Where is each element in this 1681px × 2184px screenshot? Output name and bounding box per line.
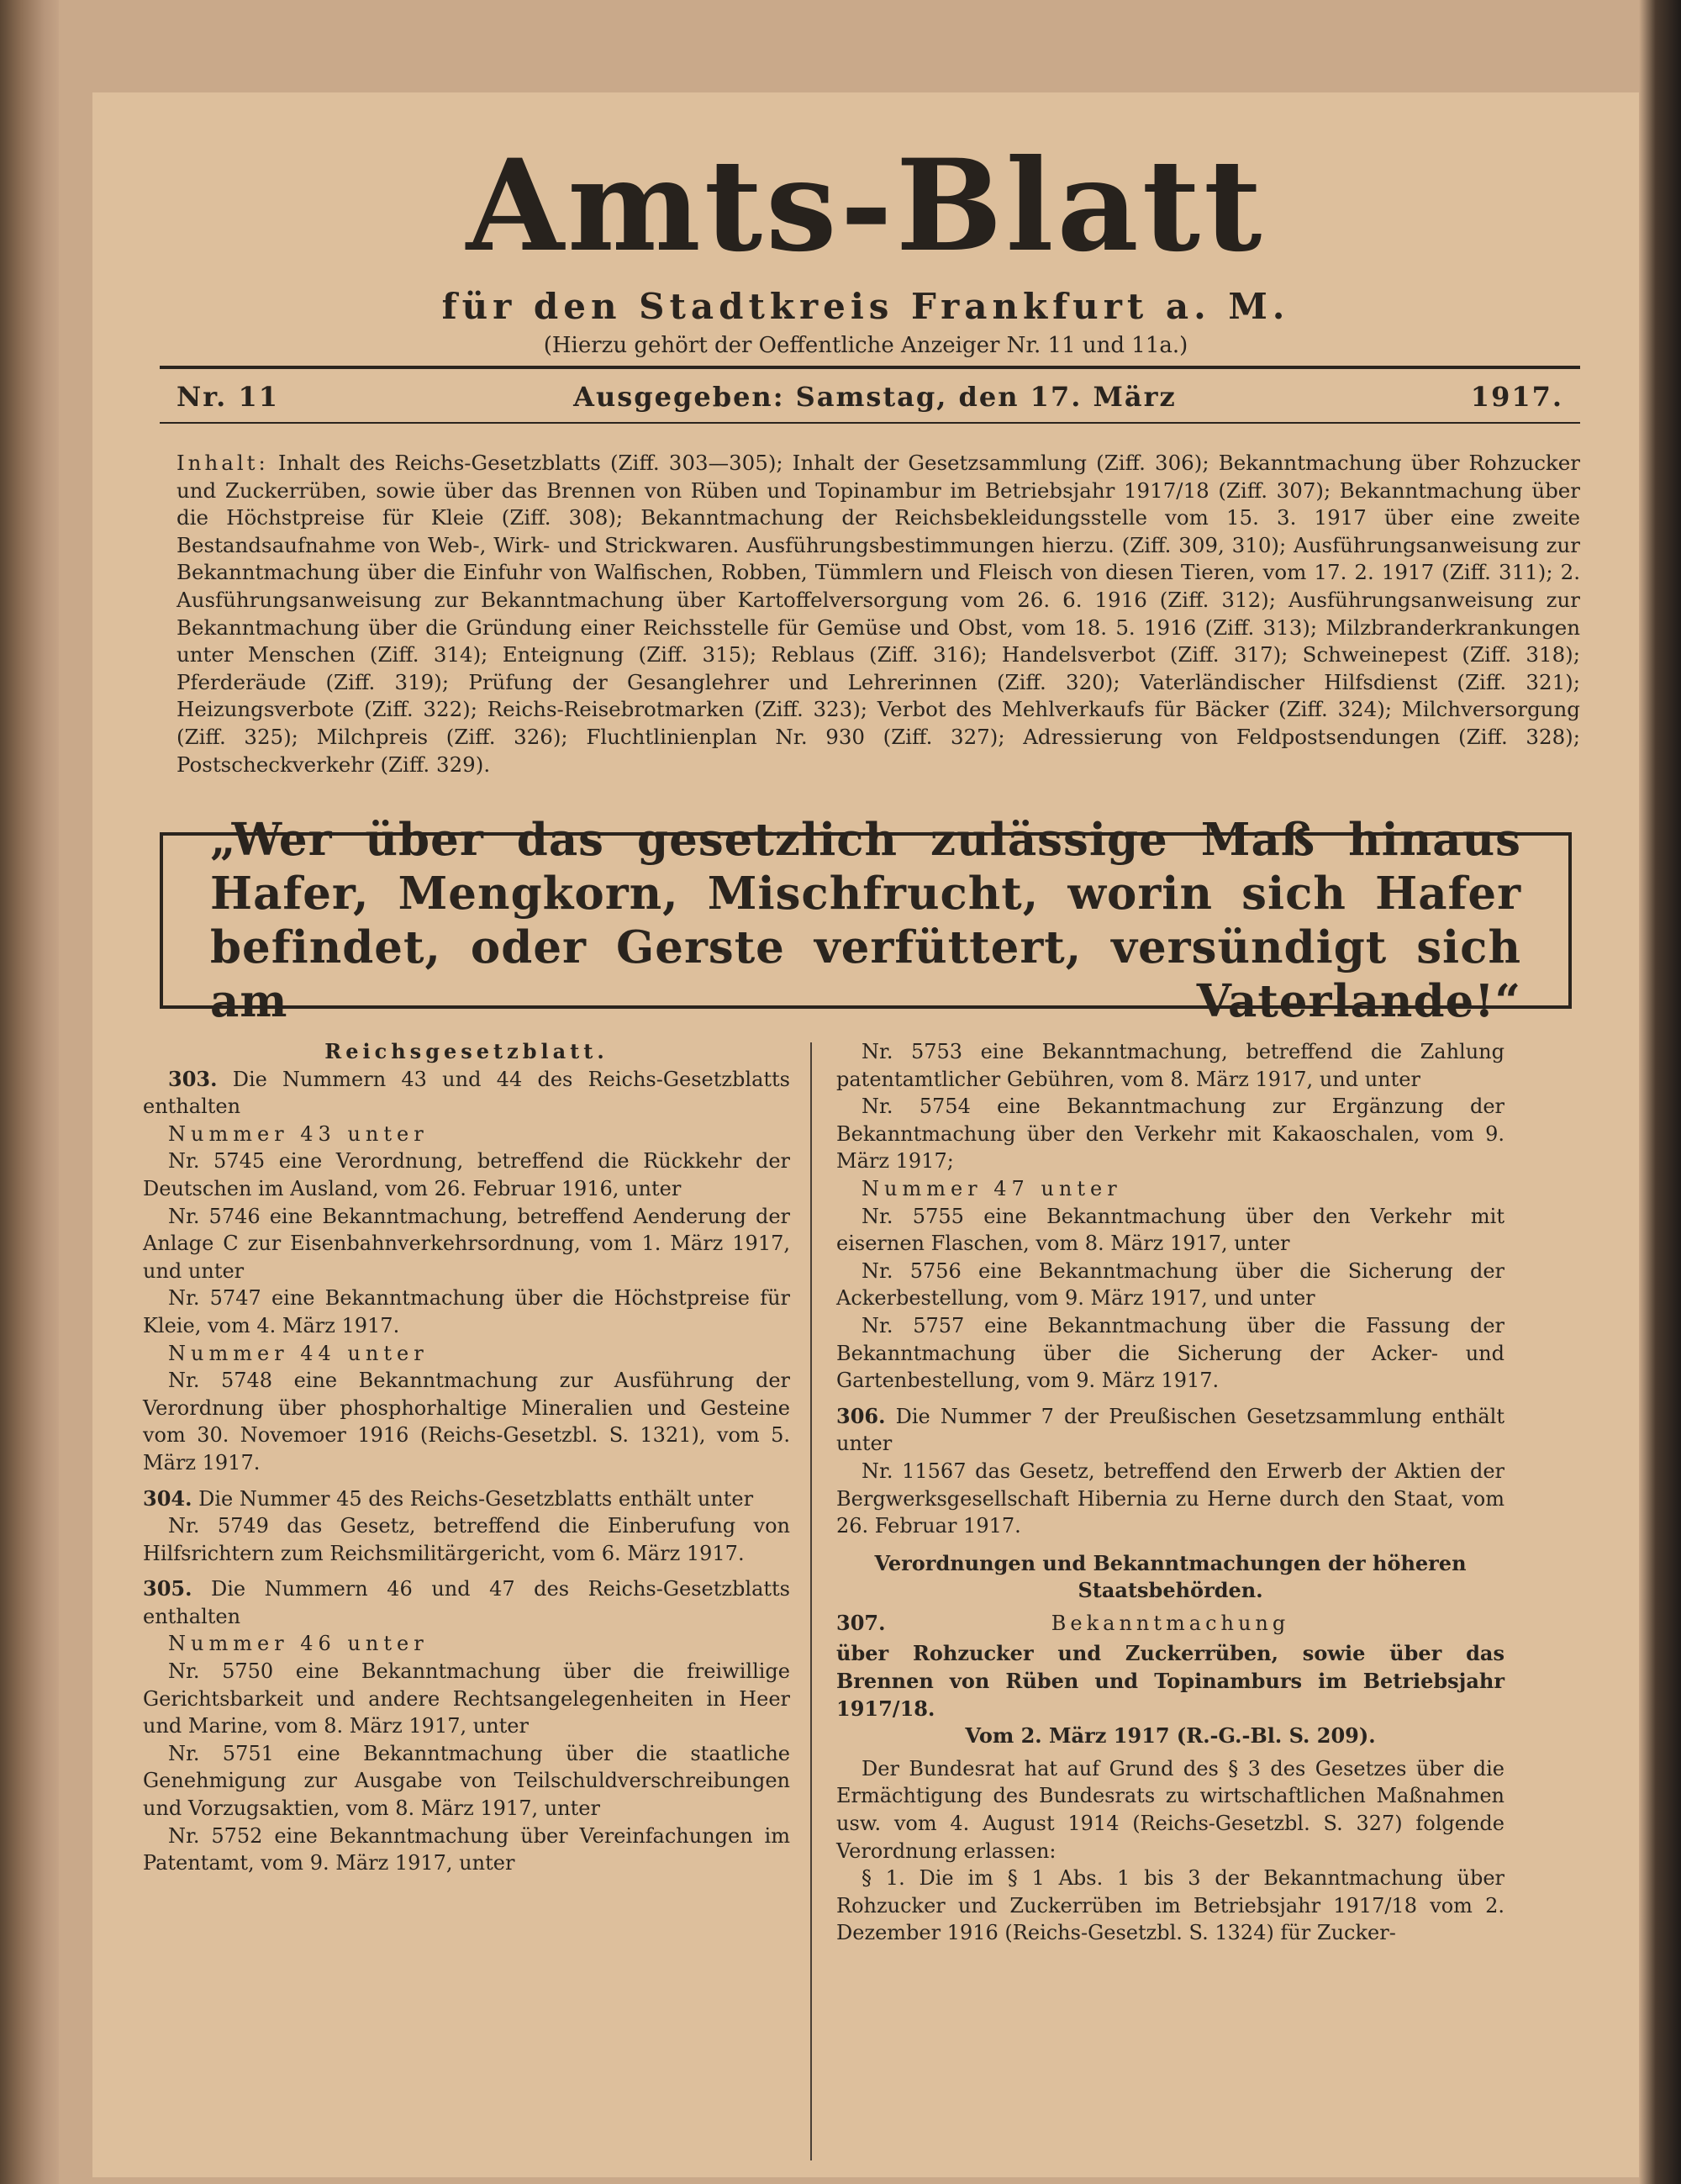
section-304-text: Die Nummer 45 des Reichs-Gesetzblatts enthält unter [198,1486,754,1511]
section-307-title: Bekanntmachung [1051,1611,1290,1635]
section-307-paragraph-1: § 1. Die im § 1 Abs. 1 bis 3 der Bekanntmachung über Rohzucker und Zuckerrüben im Betriebsjahr 1917/18 vom 2. Dezember 1916 (Reichs-Gesetzbl. S. 1324) für Zucker- [836,1866,1504,1945]
section-307-subject: über Rohzucker und Zuckerrüben, sowie über das Brennen von Rüben und Topinamburs im Betriebsjahr 1917/18. [836,1641,1504,1721]
nummer-43: Nummer 43 unter [168,1121,429,1146]
section-303-number: 303. [168,1066,218,1091]
section-303-text: Die Nummern 43 und 44 des Reichs-Gesetzblatts enthalten [143,1067,790,1119]
contents-text: Inhalt des Reichs-Gesetzblatts (Ziff. 303—305); Inhalt der Gesetzsammlung (Ziff. 306); Bekanntmachung über Rohzucker und Zuckerrüben, sowie über das Brennen von Rüben und Topinambur im Betriebsjahr 1917/18 (Ziff. 307); Bekanntmachung über die Höchstpreise für Kleie (Ziff. 308); Bekanntmachung der Reichsbekleidungsstelle vom 15. 3. 1917 über eine zweite Bestandsaufnahme von Web-, Wirk- und Strickwaren. Ausführungsbestimmungen hierzu. (Ziff. 309, 310); Ausführungsanweisung zur Bekanntmachung über die Einfuhr von Walfischen, Robben, Tümmlern und Fleisch von diesen Tieren, vom 17. 2. 1917 (Ziff. 311); 2. Ausführungsanweisung zur Bekanntmachung über Kartoffelversorgung vom 26. 6. 1916 (Ziff. 312); Ausführungsanweisung zur Bekanntmachung über die Gründung einer Reichsstelle für Gemüse und Obst, vom 18. 5. 1916 (Ziff. 313); Milzbranderkrankungen unter Menschen (Ziff. 314); Enteignung (Ziff. 315); Reblaus (Ziff. 316); Handelsverbot (Ziff. 317); Schweinepest (Ziff. 318); Pferderäude (Ziff. 319); Prüfung der Gesanglehrer und Lehrerinnen (Ziff. 320); Vaterländischer Hilfsdienst (Ziff. 321); Heizungsverbote (Ziff. 322); Reichs-Reisebrotmarken (Ziff. 323); Verbot des Mehlverkaufs für Bäcker (Ziff. 324); Milchversorgung (Ziff. 325); Milchpreis (Ziff. 326); Fluchtlinienplan Nr. 930 (Ziff. 327); Adressierung von Feldpostsendungen (Ziff. 328); Postscheckverkehr (Ziff. 329). [177,451,1580,777]
section-305-text: Die Nummern 46 und 47 des Reichs-Gesetzblatts enthalten [143,1577,790,1628]
entry-11567: Nr. 11567 das Gesetz, betreffend den Erwerb der Aktien der Bergwerksgesellschaft Hibernia zu Herne durch den Staat, vom 26. Februar 1917. [836,1459,1504,1538]
section-304 [143,1485,790,1513]
masthead-title: Amts-Blatt [466,132,1266,280]
section-306 [836,1403,1504,1458]
book-binding-edge [0,0,59,2184]
entry-5756: Nr. 5756 eine Bekanntmachung über die Sicherung der Ackerbestellung, vom 9. März 1917, und unter [836,1258,1504,1311]
reichsgesetzblatt-heading: Reichsgesetzblatt. [324,1039,609,1063]
entry-5751: Nr. 5751 eine Bekanntmachung über die staatliche Genehmigung zur Ausgabe von Teilschuldverschreibungen und Vorzugsaktien, vom 8. März 1917, unter [143,1741,790,1821]
issue-number: Nr. 11 [177,381,279,413]
page-right-edge [1639,0,1681,2184]
section-305 [143,1575,790,1630]
entry-5752: Nr. 5752 eine Bekanntmachung über Vereinfachungen im Patentamt, vom 9. März 1917, unter [143,1823,790,1875]
nummer-46: Nummer 46 unter [168,1632,429,1656]
issue-date: Ausgegeben: Samstag, den 17. März [573,381,1177,413]
entry-5749: Nr. 5749 das Gesetz, betreffend die Einberufung von Hilfsrichtern zum Reichsmilitärgericht, vom 6. März 1917. [143,1514,790,1565]
slogan-text: „Wer über das gesetzlich zulässige Maß hinaus Hafer, Mengkorn, Mischfrucht, worin sich Hafer befindet, oder Gerste verfüttert, versündigt sich am Vaterlande!“ [210,814,1521,1027]
section-303 [143,1066,790,1121]
entry-5748: Nr. 5748 eine Bekanntmachung zur Ausführung der Verordnung über phosphorhaltige Mineralien und Gesteine vom 30. Novemoer 1916 (Reichs-Gesetzbl. S. 1321), vom 5. März 1917. [143,1369,790,1474]
contents-label: Inhalt: [177,451,269,475]
entry-5755: Nr. 5755 eine Bekanntmachung über den Verkehr mit eisernen Flaschen, vom 8. März 1917, unter [836,1204,1504,1256]
bottom-rule [160,422,1580,424]
entry-5747: Nr. 5747 eine Bekanntmachung über die Höchstpreise für Kleie, vom 4. März 1917. [143,1286,790,1337]
entry-5745: Nr. 5745 eine Verordnung, betreffend die Rückkehr der Deutschen im Ausland, vom 26. Februar 1916, unter [143,1149,790,1200]
issue-line [177,378,1563,415]
newspaper-page [92,92,1639,2177]
section-307-number: 307. [836,1610,886,1635]
section-heading-staatsbehoerden: Verordnungen und Bekanntmachungen der höheren Staatsbehörden. [874,1550,1467,1603]
nummer-47: Nummer 47 unter [862,1176,1122,1200]
entry-5757: Nr. 5757 eine Bekanntmachung über die Fassung der Bekanntmachung über die Sicherung der Acker- und Gartenbestellung, vom 9. März 1917. [836,1313,1504,1393]
top-rule [160,366,1580,369]
issue-year: 1917. [1470,381,1563,413]
entry-5746: Nr. 5746 eine Bekanntmachung, betreffend Aenderung der Anlage C zur Eisenbahnverkehrsordnung, vom 1. März 1917, und unter [143,1204,790,1283]
nummer-44: Nummer 44 unter [168,1341,429,1365]
left-column [143,1038,790,1877]
right-column [836,1038,1504,1947]
section-307-date: Vom 2. März 1917 (R.-G.-Bl. S. 209). [965,1723,1376,1749]
section-307-body: Der Bundesrat hat auf Grund des § 3 des Gesetzes über die Ermächtigung des Bundesrats zu wirtschaftlichen Maßnahmen usw. vom 4. August 1914 (Reichs-Gesetzbl. S. 327) folgende Verordnung erlassen: [836,1756,1504,1863]
slogan-box [160,814,1572,1027]
section-305-number: 305. [143,1576,192,1601]
section-306-number: 306. [836,1403,886,1428]
entry-5750: Nr. 5750 eine Bekanntmachung über die freiwillige Gerichtsbarkeit und andere Rechtsangelegenheiten in Heer und Marine, vom 8. März 1917, unter [143,1659,790,1738]
masthead [92,132,1639,360]
section-306-text: Die Nummer 7 der Preußischen Gesetzsammlung enthält unter [836,1404,1504,1456]
column-divider [810,1042,812,2160]
section-304-number: 304. [143,1485,192,1511]
table-of-contents [177,450,1580,778]
entry-5753: Nr. 5753 eine Bekanntmachung, betreffend die Zahlung patentamtlicher Gebühren, vom 8. März 1917, und unter [836,1040,1504,1091]
entry-5754: Nr. 5754 eine Bekanntmachung zur Ergänzung der Bekanntmachung über den Verkehr mit Kakaoschalen, vom 9. März 1917; [836,1095,1504,1174]
masthead-supplement: (Hierzu gehört der Oeffentliche Anzeiger Nr. 11 und 11a.) [543,333,1188,358]
masthead-subtitle: für den Stadtkreis Frankfurt a. M. [441,286,1290,327]
